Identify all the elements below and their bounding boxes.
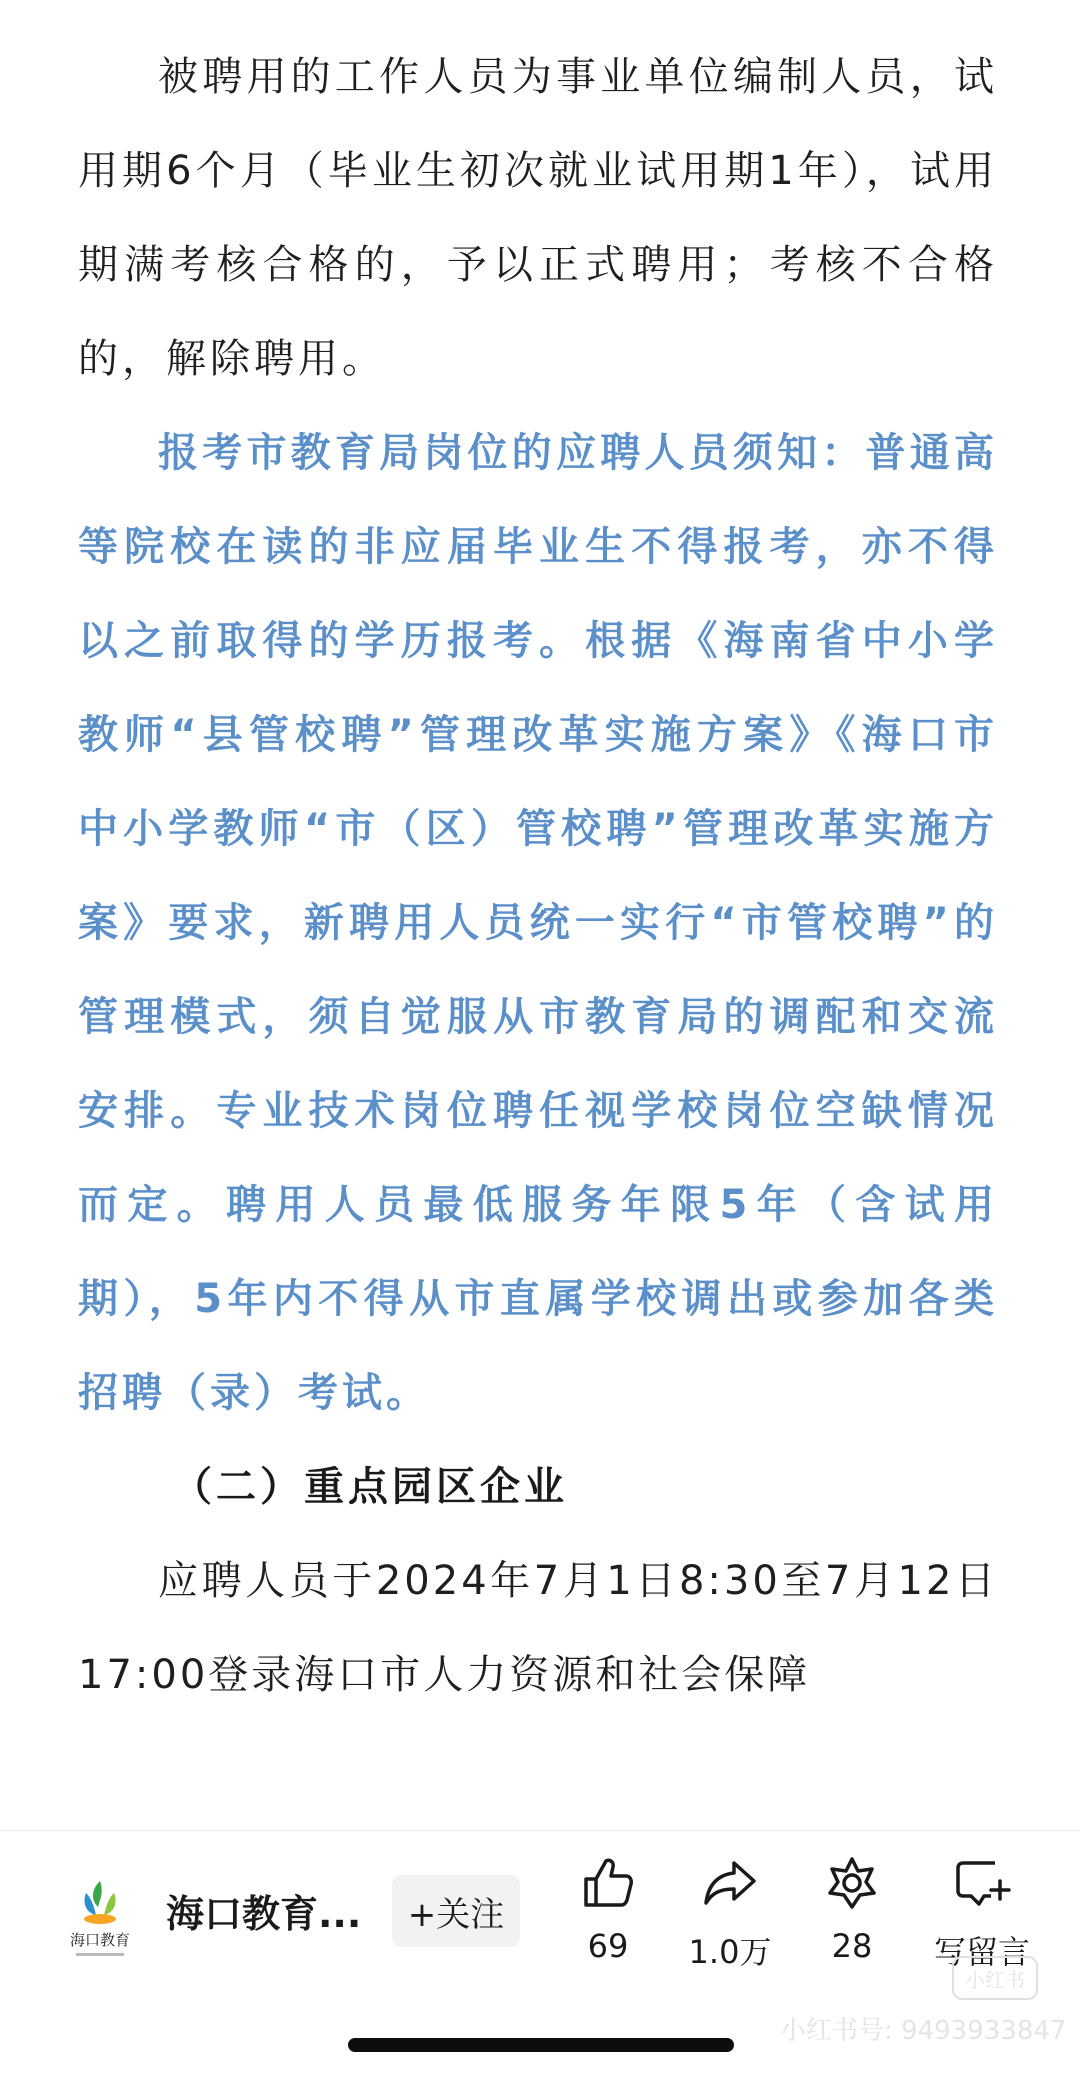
like-button[interactable] [548, 1855, 668, 1965]
logo-lettering: 海口教育 [69, 1931, 131, 1949]
favorite-button[interactable] [792, 1855, 912, 1965]
home-indicator[interactable] [348, 2038, 734, 2052]
xiaohongshu-watermark-icon: 小红书 [952, 1956, 1038, 2000]
share-icon [702, 1855, 758, 1911]
star-count: 28 [831, 1927, 873, 1965]
section-heading: （二）重点园区企业 [172, 1464, 568, 1510]
follow-button[interactable]: +关注 [392, 1875, 520, 1947]
share-button[interactable] [670, 1855, 790, 1973]
watermark-text: 小红书号: 9493933847 [780, 2016, 1067, 2046]
article-body [78, 30, 998, 1722]
paragraph-probation: 被聘用的工作人员为事业单位编制人员，试用期6个月（毕业生初次就业试用期1年），试用期满考核合格的，予以正式聘用；考核不合格的，解除聘用。 [78, 54, 998, 382]
account-name[interactable]: 海口教育... [166, 1892, 362, 1936]
thumbs-up-icon [580, 1855, 636, 1911]
account-logo-icon[interactable] [64, 1875, 136, 1967]
paragraph-registration: 应聘人员于2024年7月1日8:30至7月12日17:00登录海口市人力资源和社会保障 [78, 1558, 998, 1698]
star-icon [824, 1855, 880, 1911]
like-count: 69 [587, 1927, 629, 1965]
comment-label: 写留言 [933, 1933, 1030, 1971]
share-count: 1.0万 [688, 1933, 772, 1971]
paragraph-notice: 报考市教育局岗位的应聘人员须知：普通高等院校在读的非应届毕业生不得报考，亦不得以之前取得的学历报考。根据《海南省中小学教师“县管校聘”管理改革实施方案》《海口市中小学教师“市（区）管校聘”管理改革实施方案》要求，新聘用人员统一实行“市管校聘”的管理模式，须自觉服从市教育局的调配和交流安排。专业技术岗位聘任视学校岗位空缺情况而定。聘用人员最低服务年限5年（含试用期），5年内不得从市直属学校调出或参加各类招聘（录）考试。 [78, 430, 998, 1416]
comment-icon [953, 1855, 1011, 1911]
